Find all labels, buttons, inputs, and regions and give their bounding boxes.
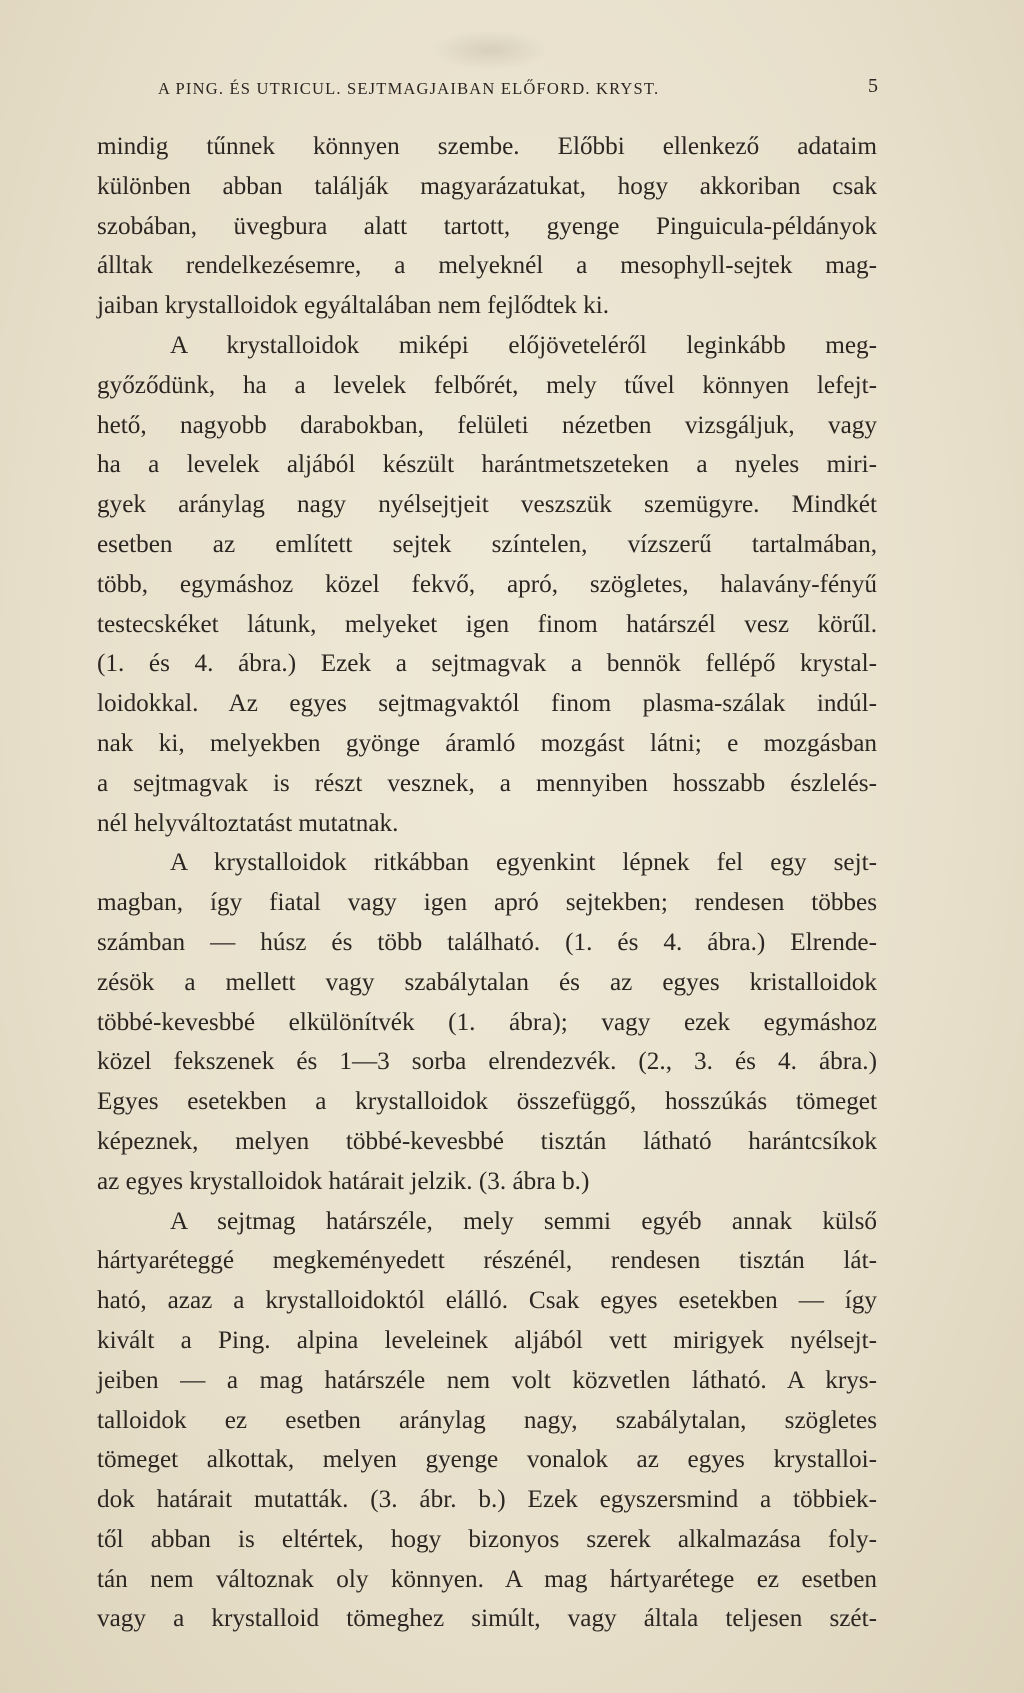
text-line: A krystalloidok ritkábban egyenkint lépnek fel egy sejt- — [170, 849, 877, 877]
text-line: gyek aránylag nagy nyélsejtjeit veszszük szemügyre. Mindkét — [97, 491, 877, 519]
text-line: kivált a Ping. alpina leveleinek aljából vett mirigyek nyélsejt- — [97, 1326, 877, 1354]
body-text — [97, 127, 877, 1639]
text-line: esetben az említett sejtek színtelen, vízszerű tartalmában, — [97, 530, 877, 558]
text-line: jeiben — a mag határszéle nem volt közvetlen látható. A krys- — [97, 1366, 877, 1394]
text-line: ha a levelek aljából készült harántmetszeteken a nyeles miri- — [97, 451, 877, 479]
text-line: loidokkal. Az egyes sejtmagvaktól finom plasma-szálak indúl- — [97, 690, 877, 718]
text-line: az egyes krystalloidok határait jelzik. (3. ábra b.) — [97, 1167, 590, 1195]
text-line: nél helyváltoztatást mutatnak. — [97, 809, 399, 837]
text-line: többé-kevesbbé elkülönítvék (1. ábra); vagy ezek egymáshoz — [97, 1008, 877, 1036]
text-line: jaiban krystalloidok egyáltalában nem fejlődtek ki. — [97, 292, 609, 320]
text-line: (1. és 4. ábra.) Ezek a sejtmagvak a bennök fellépő krystal- — [97, 650, 877, 678]
text-line: hető, nagyobb darabokban, felületi nézetben vizsgáljuk, vagy — [97, 411, 877, 439]
paper-stain — [430, 30, 550, 70]
text-line: álltak rendelkezésemre, a melyeknél a mesophyll-sejtek mag- — [97, 252, 877, 280]
running-title: A PING. ÉS UTRICUL. SEJTMAGJAIBAN ELŐFORD. KRYST. — [158, 79, 660, 98]
text-line: győződünk, ha a levelek felbőrét, mely tűvel könnyen lefejt- — [97, 371, 877, 399]
text-line: tömeget alkottak, melyen gyenge vonalok az egyes krystalloi- — [97, 1446, 877, 1474]
text-line: zésök a mellett vagy szabálytalan és az egyes kristalloidok — [97, 968, 877, 996]
text-line: tán nem változnak oly könnyen. A mag hártyarétege ez esetben — [97, 1565, 877, 1593]
text-line: testecskéket látunk, melyeket igen finom határszél vesz körűl. — [97, 610, 877, 638]
text-line: dok határait mutatták. (3. ábr. b.) Ezek egyszersmind a többiek- — [97, 1486, 877, 1514]
text-line: Egyes esetekben a krystalloidok összefüggő, hosszúkás tömeget — [97, 1088, 877, 1116]
text-line: szobában, üvegbura alatt tartott, gyenge Pinguicula-példányok — [97, 212, 877, 240]
text-line: képeznek, melyen többé-kevesbbé tisztán látható harántcsíkok — [97, 1127, 877, 1155]
text-line: hártyaréteggé megkeményedett részénél, rendesen tisztán lát- — [97, 1247, 877, 1275]
text-line: közel fekszenek és 1—3 sorba elrendezvék. (2., 3. és 4. ábra.) — [97, 1048, 877, 1076]
page-number: 5 — [868, 75, 878, 97]
text-line: ható, azaz a krystalloidoktól elálló. Csak egyes esetekben — így — [97, 1287, 877, 1315]
text-line: több, egymáshoz közel fekvő, apró, szögletes, halavány-fényű — [97, 570, 877, 598]
text-line: a sejtmagvak is részt vesznek, a mennyiben hosszabb észlelés- — [97, 769, 877, 797]
text-line: nak ki, melyekben gyönge áramló mozgást látni; e mozgásban — [97, 729, 877, 757]
text-line: től abban is eltértek, hogy bizonyos szerek alkalmazása foly- — [97, 1525, 877, 1553]
text-line: vagy a krystalloid tömeghez simúlt, vagy általa teljesen szét- — [97, 1605, 877, 1633]
text-line: A krystalloidok miképi előjöveteléről leginkább meg- — [170, 331, 877, 359]
text-line: számban — húsz és több található. (1. és 4. ábra.) Elrende- — [97, 928, 877, 956]
text-line: talloidok ez esetben aránylag nagy, szabálytalan, szögletes — [97, 1406, 877, 1434]
text-line: magban, így fiatal vagy igen apró sejtekben; rendesen többes — [97, 889, 877, 917]
text-line: mindig tűnnek könnyen szembe. Előbbi ellenkező adataim — [97, 133, 877, 160]
page-header — [158, 75, 878, 109]
text-line: különben abban találják magyarázatukat, hogy akkoriban csak — [97, 172, 877, 200]
text-line: A sejtmag határszéle, mely semmi egyéb annak külső — [170, 1207, 877, 1235]
